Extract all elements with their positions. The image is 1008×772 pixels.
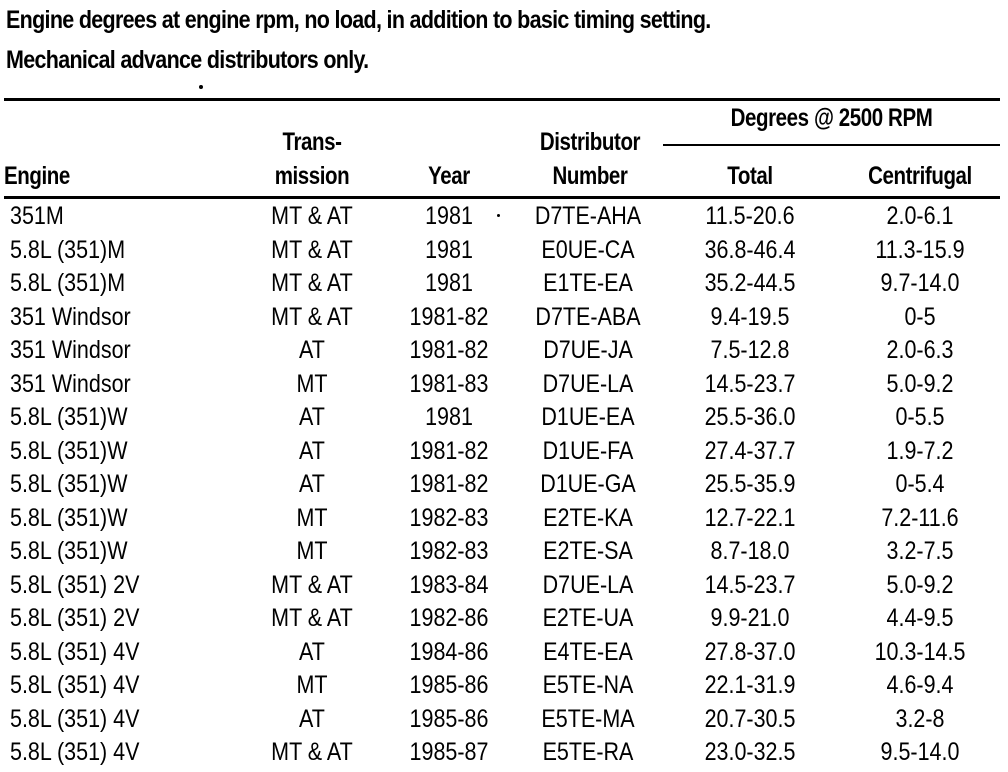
total-degrees-cell: 7.5-12.8	[710, 336, 790, 364]
table-row	[0, 267, 1008, 301]
distributor-number-cell: E0UE-CA	[541, 235, 635, 264]
header-total: Total	[727, 162, 773, 190]
table-row	[0, 502, 1008, 536]
distributor-number-cell: E5TE-MA	[541, 704, 635, 733]
year-cell: 1985-86	[409, 704, 489, 733]
distributor-number-cell: E1TE-EA	[543, 269, 633, 297]
year-cell: 1981-82	[409, 470, 489, 498]
year-cell: 1982-83	[409, 503, 489, 532]
transmission-cell: MT & AT	[271, 570, 353, 599]
distributor-number-cell: E5TE-NA	[542, 671, 634, 699]
distributor-number-cell: D1UE-GA	[540, 470, 636, 498]
header-bottom-rule	[4, 196, 1000, 199]
engine-cell: 5.8L (351) 2V	[10, 604, 140, 632]
engine-cell: 5.8L (351) 4V	[10, 704, 140, 733]
centrifugal-degrees-cell: 10.3-14.5	[874, 637, 966, 666]
year-cell: 1981	[425, 403, 473, 431]
year-cell: 1983-84	[409, 570, 489, 599]
intro-line-1: Engine degrees at engine rpm, no load, in addition to basic timing setting.	[6, 6, 711, 34]
centrifugal-degrees-cell: 0-5.5	[895, 403, 945, 431]
centrifugal-degrees-cell: 9.7-14.0	[880, 269, 960, 297]
year-cell: 1982-83	[409, 537, 489, 565]
year-cell: 1981-83	[409, 369, 489, 398]
table-row	[0, 301, 1008, 335]
centrifugal-degrees-cell: 2.0-6.1	[886, 202, 954, 230]
distributor-number-cell: D1UE-FA	[542, 436, 634, 465]
transmission-cell: MT	[296, 537, 328, 565]
stray-dot-mark	[199, 85, 203, 89]
engine-cell: 351 Windsor	[10, 336, 131, 364]
centrifugal-degrees-cell: 7.2-11.6	[881, 503, 959, 532]
header-transmission-line1: Trans-	[282, 128, 342, 156]
table-row	[0, 669, 1008, 703]
distributor-number-cell: D1UE-EA	[541, 403, 635, 431]
transmission-cell: AT	[299, 470, 325, 498]
total-degrees-cell: 20.7-30.5	[704, 704, 796, 733]
total-degrees-cell: 35.2-44.5	[704, 269, 796, 297]
year-cell: 1981-82	[409, 436, 489, 465]
transmission-cell: AT	[299, 403, 325, 431]
transmission-cell: MT	[296, 503, 328, 532]
transmission-cell: MT & AT	[271, 202, 353, 230]
header-year: Year	[428, 162, 470, 190]
total-degrees-cell: 25.5-35.9	[704, 470, 796, 498]
transmission-cell: MT & AT	[271, 269, 353, 297]
centrifugal-degrees-cell: 1.9-7.2	[886, 436, 954, 465]
header-engine: Engine	[4, 162, 70, 190]
engine-cell: 351M	[10, 202, 64, 230]
distributor-number-cell: E2TE-SA	[543, 537, 633, 565]
year-cell: 1981-82	[409, 302, 489, 331]
timing-table-body	[0, 200, 1008, 770]
centrifugal-degrees-cell: 3.2-7.5	[886, 537, 954, 565]
table-row	[0, 435, 1008, 469]
engine-cell: 5.8L (351) 2V	[10, 570, 140, 599]
total-degrees-cell: 12.7-22.1	[704, 503, 796, 532]
distributor-number-cell: D7TE-ABA	[535, 302, 641, 331]
distributor-number-cell: D7TE-AHA	[534, 202, 642, 230]
engine-cell: 5.8L (351)W	[10, 403, 128, 431]
total-degrees-cell: 9.4-19.5	[710, 302, 790, 331]
header-distributor-line2: Number	[552, 162, 628, 190]
engine-cell: 5.8L (351)W	[10, 503, 128, 532]
table-row	[0, 234, 1008, 268]
distributor-number-cell: D7UE-LA	[542, 369, 634, 398]
centrifugal-degrees-cell: 11.3-15.9	[875, 235, 965, 264]
transmission-cell: MT	[296, 671, 328, 699]
year-cell: 1981-82	[409, 336, 489, 364]
centrifugal-degrees-cell: 3.2-8	[895, 704, 945, 733]
table-row	[0, 200, 1008, 234]
year-cell: 1984-86	[409, 637, 489, 666]
year-cell: 1985-87	[409, 738, 489, 766]
total-degrees-cell: 22.1-31.9	[704, 671, 796, 699]
distributor-number-cell: D7UE-JA	[543, 336, 633, 364]
engine-cell: 5.8L (351)W	[10, 470, 128, 498]
transmission-cell: MT	[296, 369, 328, 398]
table-top-rule	[4, 98, 1000, 101]
engine-cell: 5.8L (351) 4V	[10, 637, 140, 666]
total-degrees-cell: 25.5-36.0	[704, 403, 796, 431]
centrifugal-degrees-cell: 2.0-6.3	[886, 336, 954, 364]
year-cell: 1982-86	[409, 604, 489, 632]
total-degrees-cell: 14.5-23.7	[704, 570, 796, 599]
table-row	[0, 569, 1008, 603]
total-degrees-cell: 36.8-46.4	[704, 235, 796, 264]
centrifugal-degrees-cell: 4.6-9.4	[886, 671, 954, 699]
transmission-cell: MT & AT	[271, 302, 353, 331]
table-row	[0, 401, 1008, 435]
transmission-cell: AT	[299, 336, 325, 364]
centrifugal-degrees-cell: 5.0-9.2	[886, 570, 954, 599]
engine-cell: 5.8L (351) 4V	[10, 738, 140, 766]
header-degrees-group: Degrees @ 2500 RPM	[730, 104, 933, 132]
engine-cell: 5.8L (351)M	[10, 269, 126, 297]
intro-line-2: Mechanical advance distributors only.	[6, 46, 369, 74]
centrifugal-degrees-cell: 0-5.4	[895, 470, 945, 498]
header-centrifugal: Centrifugal	[868, 162, 972, 190]
total-degrees-cell: 27.8-37.0	[704, 637, 796, 666]
engine-cell: 5.8L (351) 4V	[10, 671, 140, 699]
year-cell: 1981	[425, 235, 473, 264]
table-row	[0, 703, 1008, 737]
table-row	[0, 468, 1008, 502]
total-degrees-cell: 11.5-20.6	[705, 202, 795, 230]
engine-cell: 5.8L (351)W	[10, 537, 128, 565]
degrees-group-rule	[663, 144, 1000, 146]
distributor-number-cell: E4TE-EA	[543, 637, 633, 666]
total-degrees-cell: 23.0-32.5	[704, 738, 796, 766]
table-row	[0, 602, 1008, 636]
distributor-number-cell: E2TE-UA	[542, 604, 634, 632]
table-row	[0, 535, 1008, 569]
total-degrees-cell: 27.4-37.7	[704, 436, 796, 465]
year-cell: 1985-86	[409, 671, 489, 699]
total-degrees-cell: 14.5-23.7	[704, 369, 796, 398]
transmission-cell: MT & AT	[271, 604, 353, 632]
centrifugal-degrees-cell: 0-5	[904, 302, 936, 331]
engine-cell: 351 Windsor	[10, 302, 131, 331]
table-row	[0, 334, 1008, 368]
distributor-number-cell: E5TE-RA	[542, 738, 634, 766]
centrifugal-degrees-cell: 5.0-9.2	[886, 369, 954, 398]
transmission-cell: MT & AT	[271, 235, 353, 264]
transmission-cell: AT	[299, 704, 325, 733]
distributor-number-cell: E2TE-KA	[543, 503, 633, 532]
engine-cell: 5.8L (351)W	[10, 436, 128, 465]
table-row	[0, 636, 1008, 670]
table-row	[0, 368, 1008, 402]
table-row	[0, 736, 1008, 770]
transmission-cell: AT	[299, 637, 325, 666]
total-degrees-cell: 8.7-18.0	[710, 537, 790, 565]
transmission-cell: MT & AT	[271, 738, 353, 766]
engine-cell: 5.8L (351)M	[10, 235, 126, 264]
year-cell: 1981	[425, 269, 473, 297]
transmission-cell: AT	[299, 436, 325, 465]
header-transmission-line2: mission	[274, 162, 350, 190]
distributor-number-cell: D7UE-LA	[542, 570, 634, 599]
centrifugal-degrees-cell: 9.5-14.0	[880, 738, 960, 766]
total-degrees-cell: 9.9-21.0	[710, 604, 790, 632]
centrifugal-degrees-cell: 4.4-9.5	[886, 604, 954, 632]
engine-cell: 351 Windsor	[10, 369, 131, 398]
header-distributor-line1: Distributor	[539, 128, 641, 156]
year-cell: 1981	[425, 202, 473, 230]
